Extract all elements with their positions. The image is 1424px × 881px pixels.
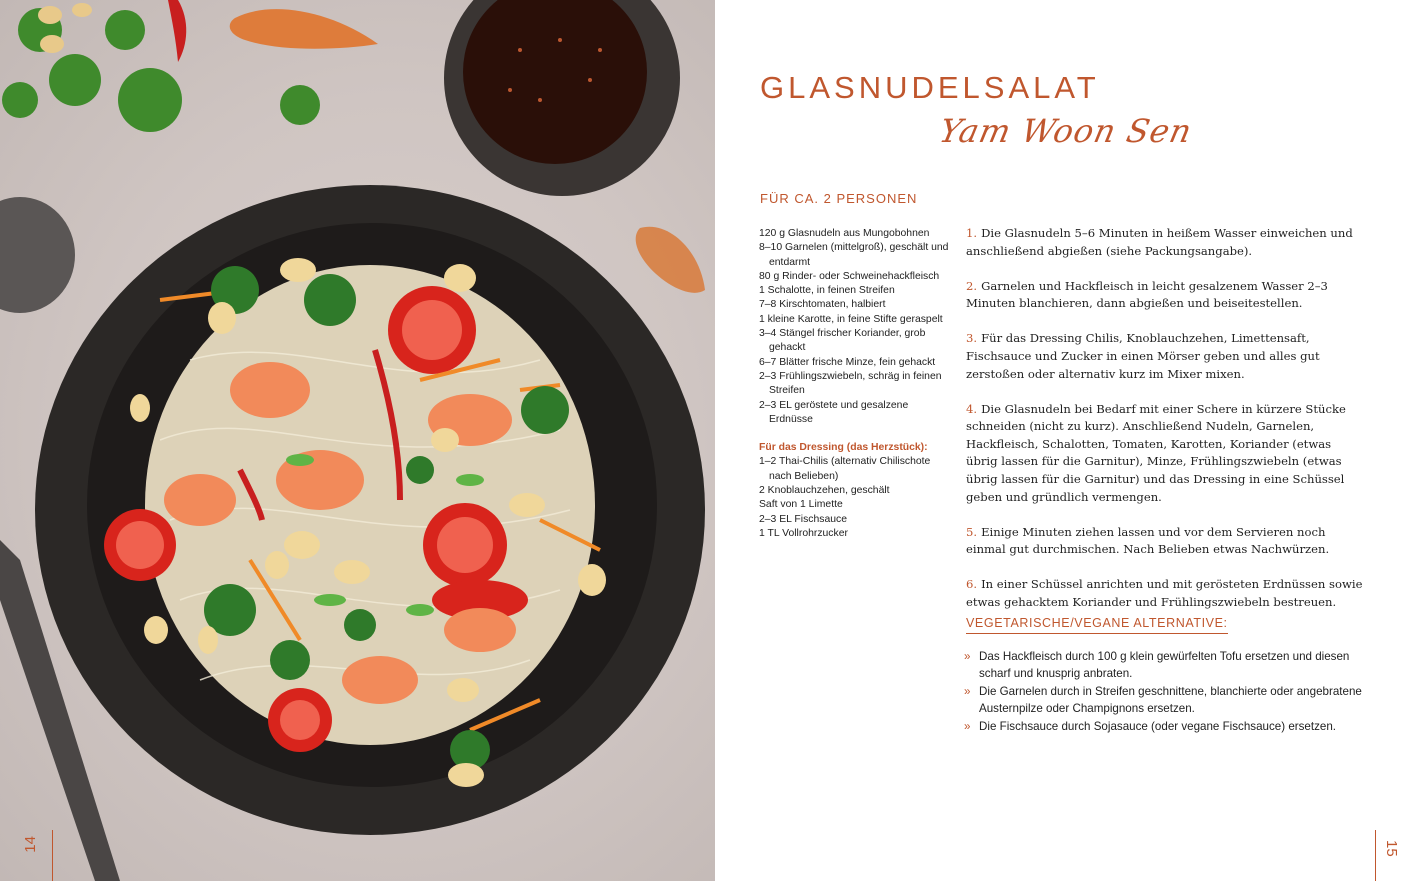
list-item [964, 718, 1364, 735]
list-item [964, 648, 1364, 683]
step-number: 2. [966, 278, 978, 293]
dressing-heading: Für das Dressing (das Herzstück): [759, 442, 928, 454]
servings-label: FÜR CA. 2 PERSONEN [760, 191, 918, 206]
ingredient-item: 2–3 Frühlingszwiebeln, schräg in feinen Streifen [759, 370, 942, 397]
sauce-smear-right [636, 227, 705, 293]
step-4 [966, 401, 1366, 507]
step-6 [966, 576, 1366, 611]
spoon [0, 197, 75, 313]
red-chili-top [168, 0, 186, 62]
list-item [964, 683, 1364, 718]
step-number: 6. [966, 577, 978, 592]
step-number: 4. [966, 401, 978, 416]
page-number-rule-left [52, 830, 53, 881]
page-number-left: 14 [22, 836, 39, 853]
step-text: Garnelen und Hackfleisch in leicht gesalzenem Wasser 2–3 Minuten blanchieren, dann abgießen und beiseitestellen. [966, 278, 1328, 311]
recipe-title: GLASNUDELSALAT [760, 70, 1100, 105]
ingredient-item: 6–7 Blätter frische Minze, fein gehackt [759, 356, 936, 368]
step-3 [966, 330, 1366, 383]
dressing-item: 1 TL Vollrohrzucker [759, 527, 848, 539]
step-text: Die Glasnudeln 5–6 Minuten in heißem Wasser einweichen und anschließend abgießen (siehe Packungsangabe). [966, 226, 1353, 258]
ingredient-item: 2–3 EL geröstete und gesalzene Erdnüsse [759, 399, 909, 425]
list-item-text: Die Fischsauce durch Sojasauce (oder vegane Fischsauce) ersetzen. [979, 719, 1337, 733]
ingredient-list [759, 227, 954, 541]
sauce-smear-top [230, 9, 378, 49]
vegan-alternative-list [964, 648, 1364, 735]
step-text: In einer Schüssel anrichten und mit gerösteten Erdnüssen sowie etwas gehacktem Koriander und Frühlingszwiebeln bestreuen. [966, 577, 1363, 609]
ingredient-item: 3–4 Stängel frischer Koriander, grob gehackt [759, 328, 926, 354]
page-number-rule-right [1375, 830, 1376, 881]
step-text: Für das Dressing Chilis, Knoblauchzehen, Limettensaft, Fischsauce und Zucker in einen Mörser geben und alles gut zerstoßen oder alternativ kurz im Mixer mixen. [966, 331, 1320, 381]
step-number: 1. [966, 226, 978, 240]
step-text: Einige Minuten ziehen lassen und vor dem Servieren noch einmal gut durchmischen. Nach Belieben etwas Nachwürzen. [966, 524, 1330, 557]
ingredient-item: 1 kleine Karotte, in feine Stifte geraspelt [759, 313, 943, 325]
step-2 [966, 278, 1366, 313]
list-item-text: Das Hackfleisch durch 100 g klein gewürfelten Tofu ersetzen und diesen scharf und knusprig anbraten. [979, 650, 1350, 681]
list-item-text: Die Garnelen durch in Streifen geschnittene, blanchierte oder angebratene Austernpilze oder Champignons ersetzen. [979, 684, 1362, 716]
bullet: » [964, 650, 971, 663]
instruction-steps [966, 225, 1366, 629]
dressing-item: Saft von 1 Limette [759, 499, 843, 511]
ingredient-item: 1 Schalotte, in feinen Streifen [759, 285, 895, 297]
step-number: 5. [966, 524, 978, 539]
dressing-item: 2–3 EL Fischsauce [759, 513, 847, 525]
step-1 [966, 225, 1366, 260]
page-number-right: 15 [1383, 840, 1400, 857]
ingredient-item: 80 g Rinder- oder Schweinehackfleisch [759, 270, 940, 282]
ingredient-item: 120 g Glasnudeln aus Mungobohnen [759, 228, 930, 239]
dressing-item: 2 Knoblauchzehen, geschält [759, 485, 890, 497]
step-5 [966, 524, 1366, 559]
ingredient-item: 7–8 Kirschtomaten, halbiert [759, 299, 886, 311]
vegan-alternative-heading: VEGETARISCHE/VEGANE ALTERNATIVE: [966, 616, 1228, 634]
bullet: » [964, 719, 971, 733]
recipe-subtitle: Yam Woon Sen [935, 112, 1196, 150]
dressing-item: 1–2 Thai-Chilis (alternativ Chilischote nach Belieben) [759, 456, 931, 482]
bullet: » [964, 684, 971, 698]
step-number: 3. [966, 331, 978, 346]
step-text: Die Glasnudeln bei Bedarf mit einer Schere in kürzere Stücke schneiden (nicht zu kurz). Anschließend Nudeln, Garnelen, Hackfleisch, Schalotten, Tomaten, Karotten, Koriander (etwas übrig lassen für die Garnitur), Minze, Frühlingszwiebeln (etwas übrig lassen für die Garnitur) und das Dressing in eine Schüssel geben und gründlich vermengen. [966, 401, 1346, 504]
ingredient-item: 8–10 Garnelen (mittelgroß), geschält und entdarmt [759, 242, 949, 268]
